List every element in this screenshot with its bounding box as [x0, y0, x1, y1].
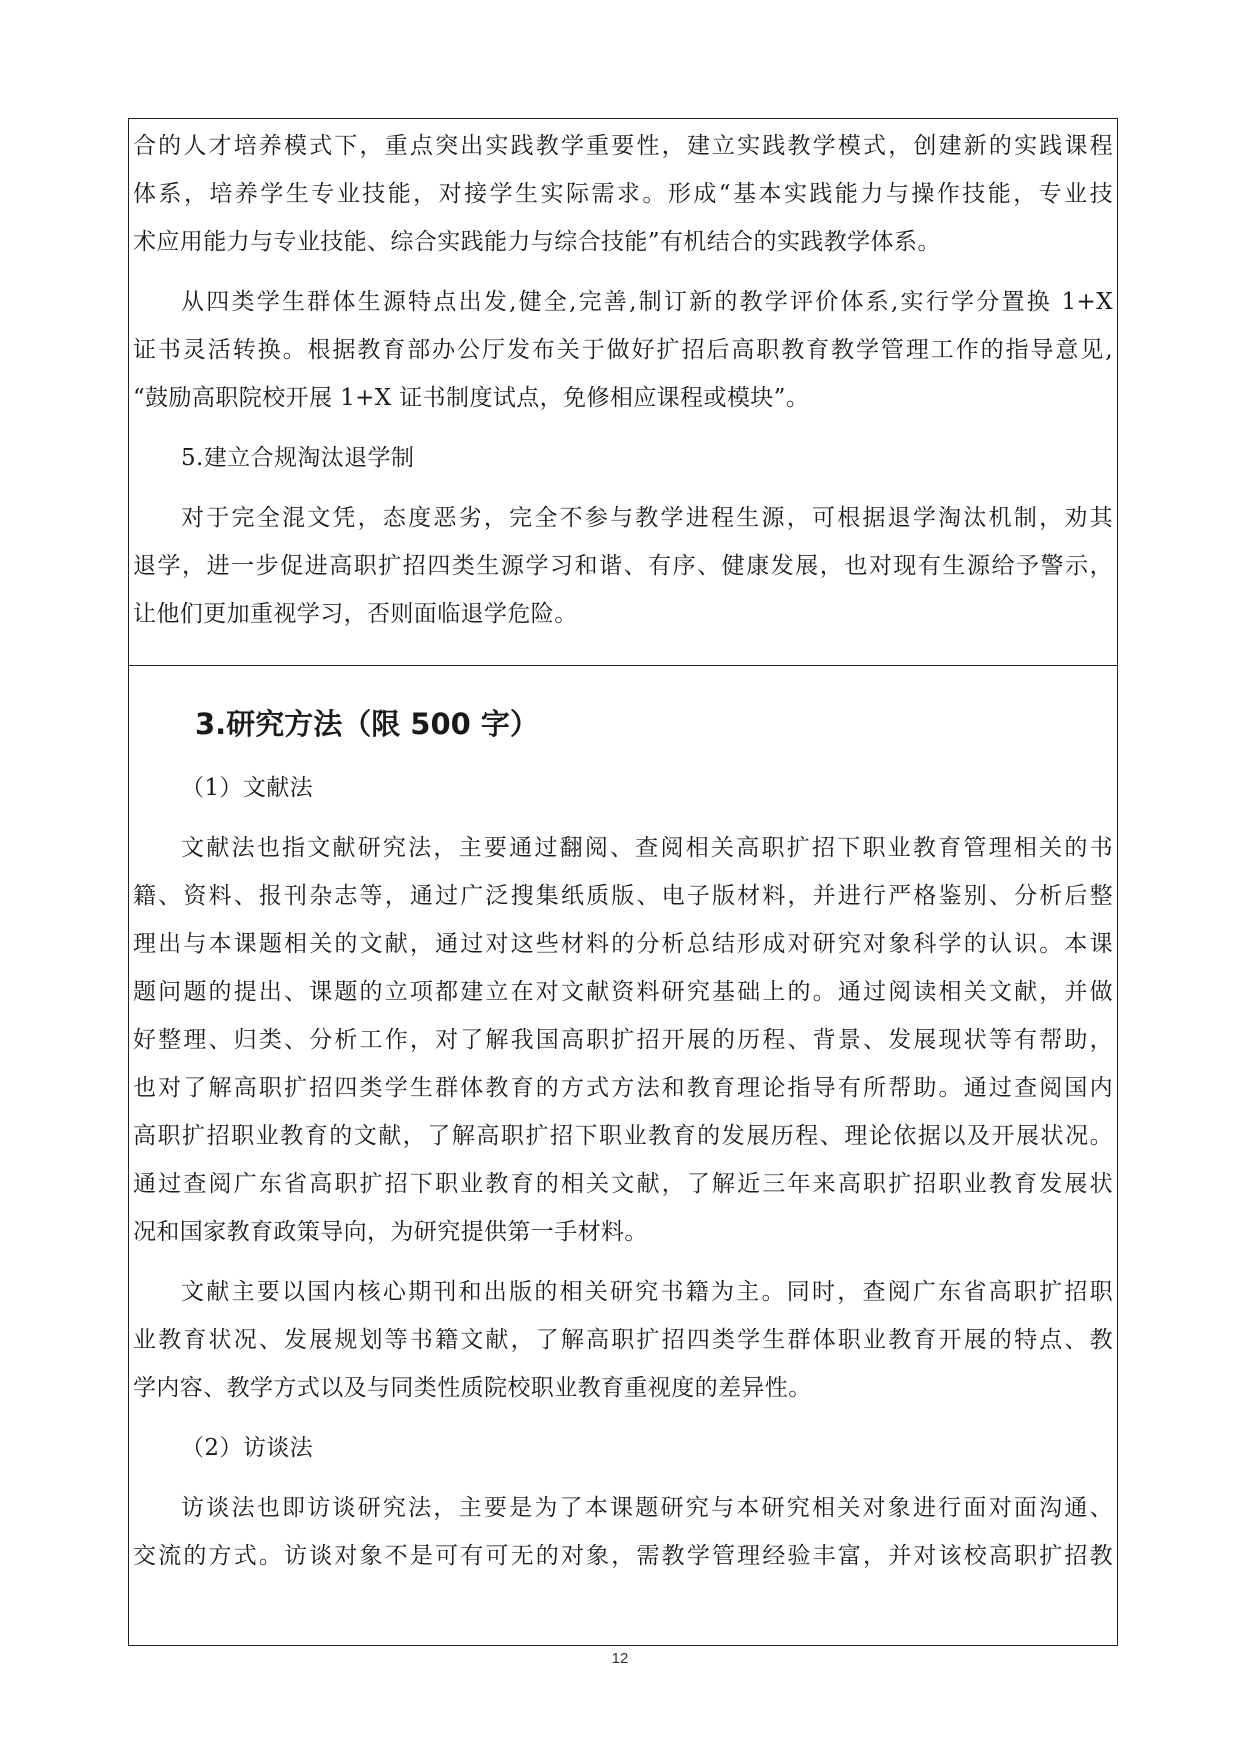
paragraph-line: 让他们更加重视学习，否则面临退学危险。	[133, 601, 578, 627]
section-heading: 3.研究方法（限 500 字）	[195, 707, 539, 741]
paragraph-line: 也对了解高职扩招四类学生群体教育的方式方法和教育理论指导有所帮助。通过查阅国内	[133, 1075, 1113, 1101]
paragraph-line: 访谈法也即访谈研究法，主要是为了本课题研究与本研究相关对象进行面对面沟通、	[181, 1495, 1113, 1521]
paragraph-line: 学内容、教学方式以及与同类性质院校职业教育重视度的差异性。	[133, 1375, 812, 1401]
paragraph-line: 术应用能力与专业技能、综合实践能力与综合技能”有机结合的实践教学体系。	[133, 229, 941, 255]
paragraph-line: 退学，进一步促进高职扩招四类生源学习和谐、有序、健康发展，也对现有生源给予警示，	[133, 553, 1113, 579]
paragraph-line: 况和国家教育政策导向，为研究提供第一手材料。	[133, 1219, 648, 1245]
paragraph-line: 好整理、归类、分析工作，对了解我国高职扩招开展的历程、背景、发展现状等有帮助，	[133, 1027, 1113, 1053]
form-table	[128, 118, 1118, 1646]
page-number: 12	[611, 1650, 629, 1667]
paragraph-line: “鼓励高职院校开展 1+X 证书制度试点，免修相应课程或模块”。	[133, 385, 810, 411]
table-cell-practice-teaching	[129, 119, 1117, 666]
subsection-title-interview: （2）访谈法	[181, 1435, 314, 1461]
paragraph-line: 文献法也指文献研究法，主要通过翻阅、查阅相关高职扩招下职业教育管理相关的书	[181, 835, 1113, 861]
paragraph-line: 从四类学生群体生源特点出发,健全,完善,制订新的教学评价体系,实行学分置换 1+X	[181, 289, 1113, 315]
paragraph-line: 理出与本课题相关的文献，通过对这些材料的分析总结形成对研究对象科学的认识。本课	[133, 931, 1113, 957]
paragraph-line: 体系，培养学生专业技能，对接学生实际需求。形成“基本实践能力与操作技能，专业技	[133, 181, 1113, 207]
section-item-5: 5.建立合规淘汰退学制	[181, 445, 415, 471]
paragraph-line: 合的人才培养模式下，重点突出实践教学重要性，建立实践教学模式，创建新的实践课程	[133, 133, 1113, 159]
paragraph-line: 对于完全混文凭，态度恶劣，完全不参与教学进程生源，可根据退学淘汰机制，劝其	[181, 505, 1113, 531]
paragraph-line: 通过查阅广东省高职扩招下职业教育的相关文献，了解近三年来高职扩招职业教育发展状	[133, 1171, 1113, 1197]
paragraph-line: 业教育状况、发展规划等书籍文献，了解高职扩招四类学生群体职业教育开展的特点、教	[133, 1327, 1113, 1353]
paragraph-line: 籍、资料、报刊杂志等，通过广泛搜集纸质版、电子版材料，并进行严格鉴别、分析后整	[133, 883, 1113, 909]
paragraph-line: 证书灵活转换。根据教育部办公厅发布关于做好扩招后高职教育教学管理工作的指导意见,	[133, 337, 1113, 363]
table-cell-research-methods	[129, 666, 1117, 1647]
paragraph-line: 交流的方式。访谈对象不是可有可无的对象，需教学管理经验丰富，并对该校高职扩招教	[133, 1543, 1113, 1569]
paragraph-line: 题问题的提出、课题的立项都建立在对文献资料研究基础上的。通过阅读相关文献，并做	[133, 979, 1113, 1005]
subsection-title-literature: （1）文献法	[181, 775, 314, 801]
paragraph-line: 文献主要以国内核心期刊和出版的相关研究书籍为主。同时，查阅广东省高职扩招职	[181, 1279, 1113, 1305]
paragraph-line: 高职扩招职业教育的文献，了解高职扩招下职业教育的发展历程、理论依据以及开展状况。	[133, 1123, 1113, 1149]
